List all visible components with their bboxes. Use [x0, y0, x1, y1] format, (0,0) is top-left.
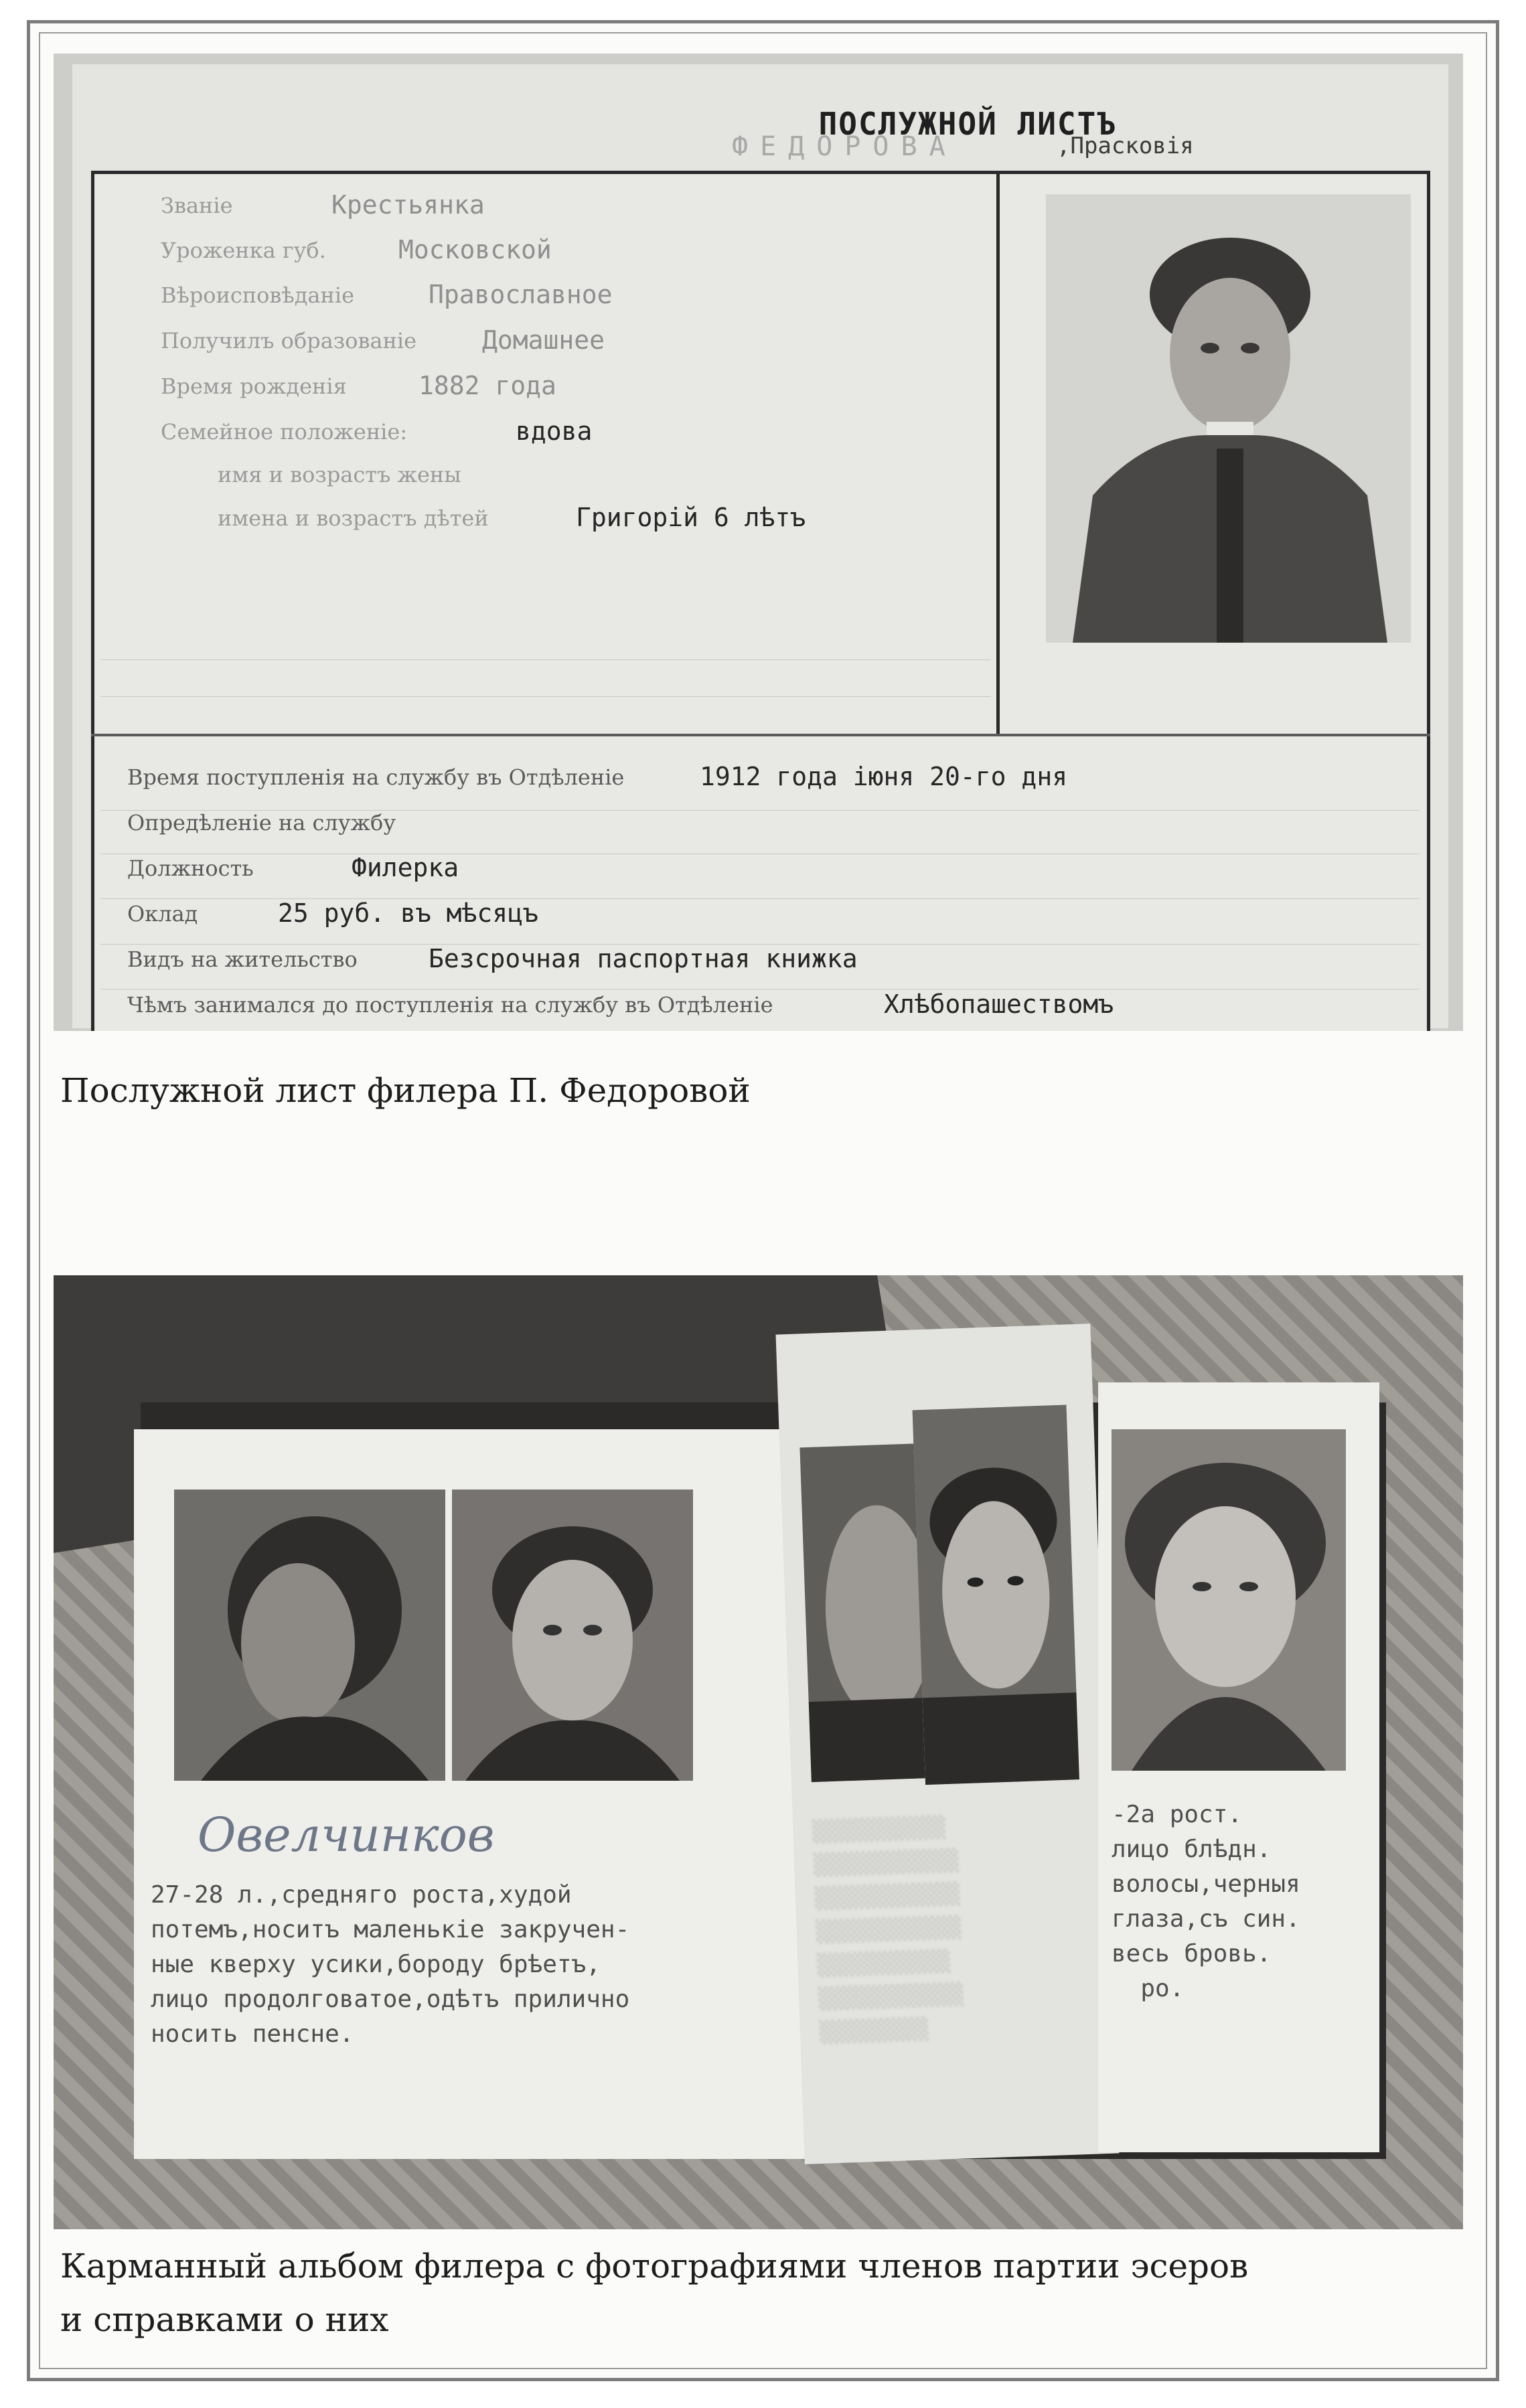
- pocket-album-photo: [54, 1275, 1463, 2229]
- service-value: 1912 года іюня 20-го дня: [700, 762, 1068, 791]
- field-value: 1882 года: [418, 371, 556, 400]
- service-salary: [127, 898, 538, 928]
- field-birth-year: [161, 371, 556, 400]
- middle-page-text-blurred: ░░░░░░░░░░░ ░░░░░░░░░░░░ ░░░░░░░░░░░░ ░░░░░░░░░░░░ ░░░░░░░░░░░ ░░░░░░░░░░░░ ░░░░░░░░░: [812, 1816, 965, 2044]
- service-label: Опредѣленіе на службу: [127, 810, 396, 835]
- service-value: Филерка: [352, 853, 459, 882]
- man-face-image: [913, 1404, 1079, 1785]
- mugshot-woman: [1112, 1429, 1346, 1771]
- record-divider-horizontal: [91, 734, 1430, 736]
- ruled-line: [100, 696, 991, 697]
- service-previous-occupation: [127, 989, 1114, 1019]
- field-label: имя и возрастъ жены: [218, 462, 461, 487]
- record-divider-vertical: [996, 171, 1000, 736]
- field-marital-status: [161, 416, 593, 446]
- service-label: Оклад: [127, 901, 198, 927]
- field-label: Уроженка губ.: [161, 238, 326, 263]
- album-middle-page: [776, 1323, 1120, 2164]
- service-start: [127, 762, 1068, 791]
- field-birthplace: [161, 235, 552, 264]
- service-label: Чѣмъ занимался до поступленія на службу въ Отдѣленіе: [127, 992, 773, 1018]
- field-value: Григорій 6 лѣтъ: [576, 503, 806, 532]
- field-rank: [161, 190, 485, 220]
- field-value: Православное: [429, 280, 613, 309]
- field-wife: [218, 462, 461, 487]
- album-left-page: [134, 1429, 807, 2159]
- field-education: [161, 325, 605, 355]
- record-given-name: ,Прасковія: [1057, 133, 1194, 159]
- service-value: Хлѣбопашествомъ: [884, 989, 1114, 1019]
- field-label: имена и возрастъ дѣтей: [218, 505, 489, 531]
- woman-face-image: [1112, 1429, 1346, 1771]
- service-position: [127, 853, 459, 882]
- field-religion: [161, 280, 613, 309]
- caption-pocket-album: [60, 2239, 1466, 2346]
- caption-album-line-2: и справками о них: [60, 2300, 389, 2339]
- field-children: [218, 503, 806, 532]
- caption-album-line-1: Карманный альбом филера с фотографиями членов партии эсеров: [60, 2247, 1249, 2285]
- service-residence-permit: [127, 944, 858, 973]
- side-face-image: [799, 1443, 925, 1782]
- mugshot-profile: [174, 1490, 445, 1781]
- field-value: Крестьянка: [331, 190, 485, 220]
- field-label: Получилъ образованіе: [161, 328, 417, 353]
- service-value: 25 руб. въ мѣсяцъ: [278, 898, 538, 928]
- service-value: Безсрочная паспортная книжка: [429, 944, 858, 973]
- field-value: вдова: [516, 416, 593, 446]
- field-value: Домашнее: [482, 325, 605, 355]
- field-label: Семейное положеніе:: [161, 419, 408, 445]
- mugshot-man-frontal: [913, 1404, 1079, 1785]
- mugshot-frontal: [452, 1490, 693, 1781]
- record-heading: ПОСЛУЖНОЙ ЛИСТЪ: [818, 106, 1117, 142]
- service-label: Время поступленія на службу въ Отдѣленіе: [127, 765, 625, 790]
- service-record-photo: [54, 54, 1463, 1031]
- field-label: Время рожденія: [161, 374, 347, 399]
- service-appointment: [127, 810, 396, 835]
- right-page-description: -2а рост. лицо блѣдн. волосы,черныя глаза,съ син. весь бровь. ро.: [1112, 1801, 1300, 2002]
- profile-photo-image: [174, 1490, 445, 1781]
- mugshot-side-partial: [799, 1443, 925, 1782]
- field-value: Московской: [398, 235, 552, 264]
- field-label: Званіе: [161, 193, 233, 218]
- frontal-photo-image: [452, 1490, 693, 1781]
- service-label: Видъ на жительство: [127, 947, 358, 972]
- woman-portrait-image: [1046, 194, 1411, 643]
- portrait-photo: [1046, 194, 1411, 643]
- field-label: Вѣроисповѣданіе: [161, 283, 354, 308]
- ruled-line: [100, 659, 991, 660]
- caption-service-record: Послужной лист филера П. Федоровой: [60, 1071, 751, 1110]
- service-label: Должность: [127, 856, 254, 881]
- album-right-page: [1098, 1382, 1379, 2152]
- left-page-description: 27-28 л.,средняго роста,худой потемъ,носитъ маленькіе закручен- ные кверху усики,бороду брѣетъ, лицо продолговатое,одѣтъ прилично носить пенсне.: [151, 1881, 630, 2048]
- handwritten-name: Овелчинков: [198, 1808, 495, 1862]
- record-surname: ФЕДОРОВА: [732, 131, 958, 162]
